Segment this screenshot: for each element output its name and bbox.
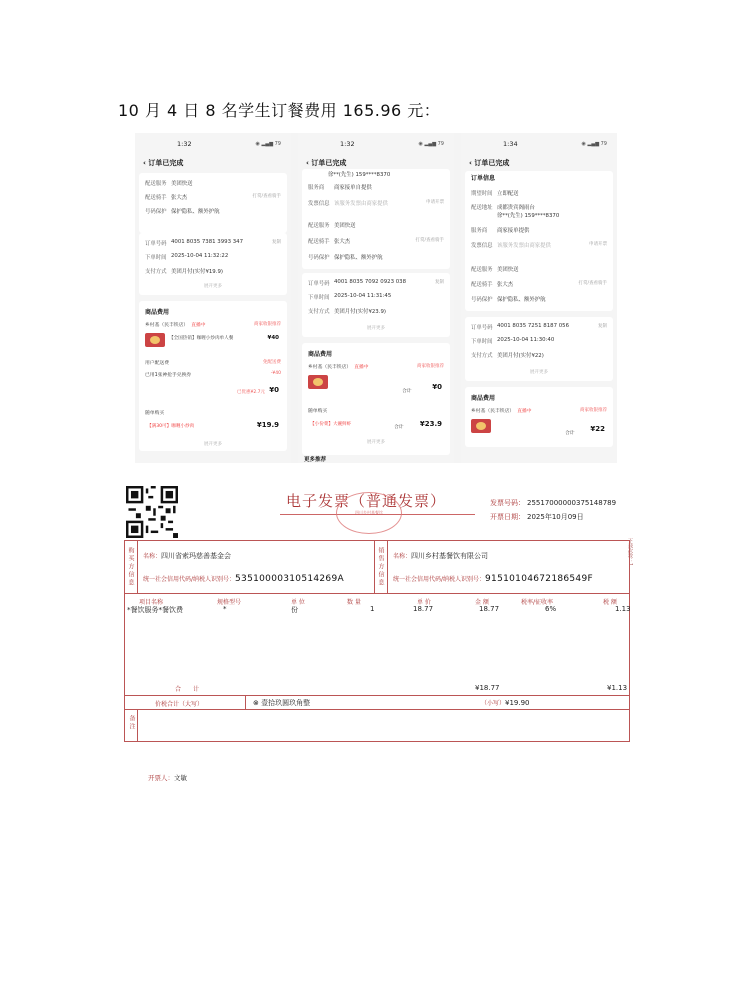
buyer-tax-id: 统一社会信用代码/纳税人识别号：53510000310514269A: [143, 574, 344, 584]
item-unit: 份: [291, 606, 298, 614]
item-name: *餐饮服务*餐饮费: [127, 606, 183, 614]
sum-words: ⊗ 壹拾玖圆玖角整: [253, 699, 311, 707]
goods-card: 商品费用 乡村基（民丰铁店） 直播中 商家收银推荐 【全国热销】咖喱小炒肉单人餐 ¥40 用户配送费 免配送费 已用1张神抢手兑换券 -¥40 已优惠¥2.7元 ¥0 随单购买 【满30可】咖喱小炒肉 ¥19.9 展开更多: [139, 301, 287, 451]
total-tax: ¥1.13: [607, 684, 628, 692]
seller-tax-id: 统一社会信用代码/纳税人识别号：91510104672186549F: [393, 574, 593, 584]
seller-section-label: 销售方信息: [377, 547, 384, 587]
order-info-card: 订单信息 期望时间 立即配送 配送地址 成都贵宾阁雨台 徐**(先生) 159****8370 服务商 商家接单提供 发票信息 该服务发票由商家提供 申请开票 配送服务 美团快送 配送骑手 张大杰 打赏/查看骑手 号码保护 保护隐私、额外护航: [465, 171, 613, 311]
item-spec: *: [223, 605, 227, 613]
order-card: 订单号码 4001 8035 7092 0923 038 复制 下单时间 2025-10-04 11:31:45 支付方式 美团月付(实付¥23.9) 展开更多: [302, 273, 450, 337]
back-icon[interactable]: ‹: [143, 159, 149, 167]
col-unit: 单 位: [291, 599, 305, 606]
delivery-card: 徐**(先生) 159****8370 服务商 商家接单自提供 发票信息 该服务发票由商家提供 申请开票 配送服务 美团快送 配送骑手 张大杰 打赏/查看骑手 号码保护 保护隐私、额外护航: [302, 169, 450, 269]
signal-icon: ◉ ▂▄▆ 79: [418, 141, 444, 147]
status-time: 1:32: [177, 140, 192, 148]
food-image: [471, 419, 491, 433]
invoice-date: 开票日期： 2025年10月09日: [490, 513, 584, 521]
order-title: ‹ 订单已完成: [306, 159, 347, 167]
food-image: [145, 333, 165, 347]
col-price: 单 价: [417, 599, 431, 606]
seller-name: 名称：四川乡村基餐饮有限公司: [393, 552, 489, 560]
qr-code-icon: [126, 486, 178, 538]
signal-icon: ◉ ▂▄▆ 79: [581, 141, 607, 147]
download-count: 下载次数：1: [627, 538, 633, 567]
food-image: [308, 375, 328, 389]
invoice-title: 电子发票（普通发票）: [286, 492, 447, 510]
total-label: 合 计: [175, 686, 200, 693]
goods-card: 商品费用 乡村基（民丰铁店） 直播中 商家收银推荐 合计 ¥22: [465, 387, 613, 447]
rider-link[interactable]: 打赏/查看骑手: [252, 194, 281, 199]
col-amount: 金 额: [475, 599, 489, 606]
col-qty: 数 量: [347, 599, 361, 606]
item-tax-rate: 6%: [545, 605, 557, 613]
signal-icon: ◉ ▂▄▆ 79: [255, 141, 281, 147]
buyer-name: 名称：四川省索玛慈善基金会: [143, 552, 232, 560]
order-screenshot-1: [135, 133, 291, 463]
item-price: 18.77: [413, 605, 434, 613]
buyer-section-label: 购买方信息: [127, 547, 134, 587]
item-amount: 18.77: [479, 605, 500, 613]
order-card: 订单号码 4001 8035 7251 8187 056 复制 下单时间 2025-10-04 11:30:40 支付方式 美团月付(实付¥22) 展开更多: [465, 317, 613, 381]
total-amount: ¥18.77: [475, 684, 500, 692]
order-title: ‹ 订单已完成: [469, 159, 510, 167]
delivery-card: 配送服务 美团快送 配送骑手 张大杰 打赏/查看骑手 号码保护 保护隐私、额外护航: [139, 173, 287, 233]
electronic-invoice: [118, 478, 638, 782]
col-tax: 税 额: [603, 599, 617, 606]
col-spec: 规格型号: [217, 599, 242, 606]
issuer: 开票人：文敏: [148, 774, 187, 782]
invoice-number: 发票号码： 25517000000375148789: [490, 499, 617, 507]
page-heading: 10 月 4 日 8 名学生订餐费用 165.96 元：: [118, 101, 441, 120]
back-icon[interactable]: ‹: [469, 159, 475, 167]
order-number: 4001 8035 7381 3993 347: [171, 239, 244, 245]
sum-words-label: 价税合计（大写）: [155, 701, 204, 708]
order-card: 订单号码 4001 8035 7381 3993 347 复制 下单时间 2025-10-04 11:32:22 支付方式 美团月付(实付¥19.9) 展开更多: [139, 233, 287, 295]
order-title: ‹ 订单已完成: [143, 159, 184, 167]
remark-label: 备注: [128, 715, 135, 731]
col-tax-rate: 税率/征收率: [521, 599, 554, 606]
item-tax: 1.13: [615, 605, 631, 613]
goods-card: 商品费用 乡村基（民丰铁店） 直播中 商家收银推荐 合计 ¥0 随单购买 【小份菜】大碗鲜虾 合计 ¥23.9 展开更多: [302, 343, 450, 455]
order-screenshot-3: 1:34 ◉ ▂▄▆ 79 ‹ 订单已完成 订单信息 期望时间 立即配送 配送地址 成都贵宾阁雨台 徐**(先生) 159****8370 服务商 商家接单提供 发票信息 该服务发票由商家提供 申请开票 配送服务 美团快送 配送骑手 张大杰 打赏/查看骑手 号码保护 保护隐私、额外护航 订单号码 4001 8035 7251 8187 056 复制 下单时间 2025-10-04 11:30:40 支付方式 美团月付(实付¥22) 展开更多 商品费用 乡村基（民丰铁店） 直播中 商家收银推荐 合计 ¥22: [461, 133, 617, 463]
back-icon[interactable]: ‹: [306, 159, 312, 167]
sum-small: （小写）¥19.90: [481, 699, 530, 707]
item-qty: 1: [370, 605, 375, 613]
invoice-seal: 四川乡村基餐饮: [336, 492, 402, 534]
expand-more[interactable]: 展开更多: [204, 284, 222, 289]
order-screenshots: [135, 133, 617, 463]
col-item-name: 项目名称: [139, 599, 164, 606]
copy-button[interactable]: 复制: [272, 240, 281, 245]
cross-circle-icon: ⊗: [253, 699, 262, 707]
order-screenshot-2: 1:32 ◉ ▂▄▆ 79 ‹ 订单已完成 徐**(先生) 159****8370 服务商 商家接单自提供 发票信息 该服务发票由商家提供 申请开票 配送服务 美团快送 配送骑手 张大杰 打赏/查看骑手 号码保护 保护隐私、额外护航 订单号码 4001 8035 7092 0923 038 复制 下单时间 2025-10-04 11:31:45 支付方式 美团月付(实付¥23.9) 展开更多 商品费用 乡村基（民丰铁店） 直播中 商家收银推荐 合计 ¥0 随单购买 【小份菜】大碗鲜虾 合计 ¥23.9 展开更多 更多推荐: [298, 133, 454, 463]
invoice-table: [124, 540, 630, 742]
